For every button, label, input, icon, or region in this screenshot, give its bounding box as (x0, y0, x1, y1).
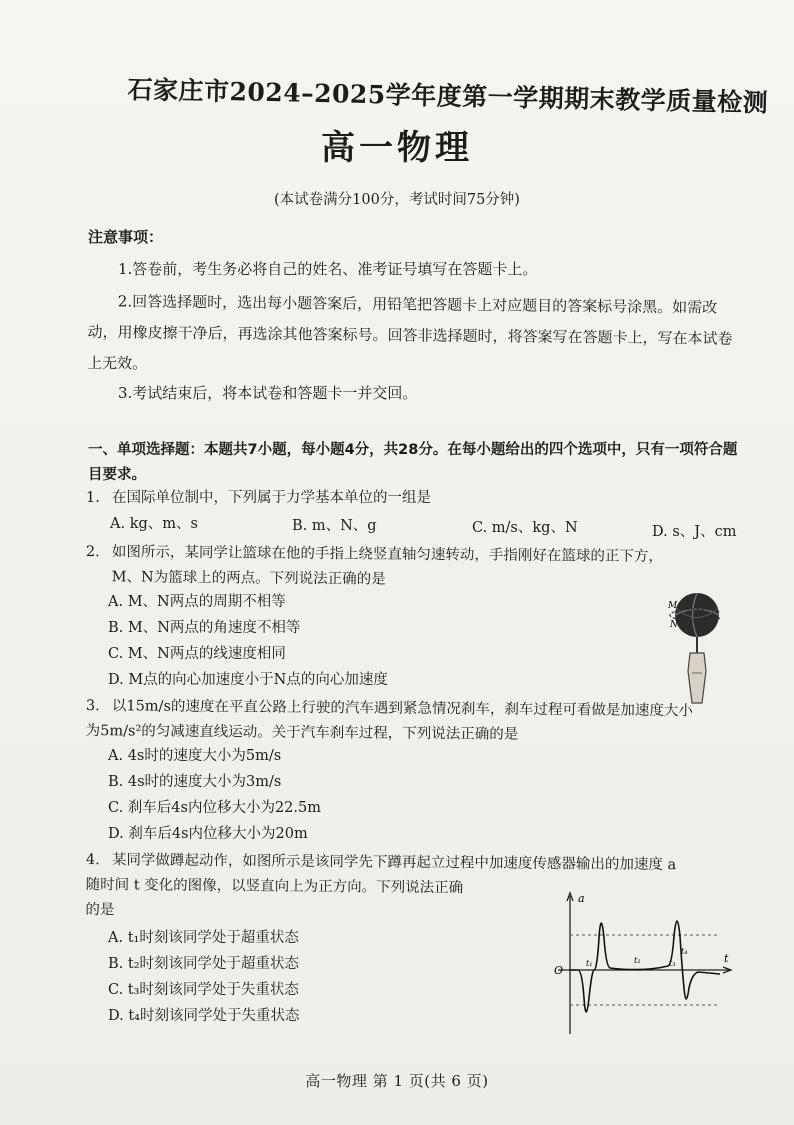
section-heading: 一、单项选择题：本题共7小题，每小题4分，共28分。在每小题给出的四个选项中，只有一项符合题目要求。 (88, 442, 738, 483)
q3-option-c: C. 刹车后4s内位移大小为22.5m (108, 800, 321, 816)
q2-option-c: C. M、N两点的线速度相同 (108, 646, 286, 662)
x-label: t (724, 952, 729, 965)
q1-option-b: B. m、N、g (292, 518, 377, 534)
question-2 (86, 540, 736, 596)
question-stem: 某同学做蹲起动作，如图所示是该同学先下蹲再起立过程中加速度传感器输出的加速度 a (111, 852, 677, 874)
t3-label: t₃ (669, 959, 676, 968)
acceleration-graph (548, 888, 738, 1038)
q4-option-d: D. t₄时刻该同学处于失重状态 (108, 1008, 300, 1024)
q3-option-b: B. 4s时的速度大小为3m/s (108, 774, 282, 790)
exam-title: 石家庄市2024–2025学年度第一学期期末教学质量检测 (127, 74, 769, 118)
question-number: 3. (85, 697, 100, 715)
question-stem: 在国际单位制中，下列属于力学基本单位的一组是 (112, 490, 431, 506)
question-stem-cont: 为5m/s²的匀减速直线运动。关于汽车刹车过程，下列说法正确的是 (85, 722, 519, 743)
t2-label: t₂ (634, 956, 641, 965)
q2-option-d: D. M点的向心加速度小于N点的向心加速度 (108, 672, 388, 688)
question-number: 1. (86, 490, 100, 506)
basketball-figure (664, 575, 720, 705)
q3-option-a: A. 4s时的速度大小为5m/s (108, 748, 282, 764)
q1-option-a: A. kg、m、s (110, 516, 198, 532)
question-1 (86, 486, 431, 511)
q4-option-a: A. t₁时刻该同学处于超重状态 (108, 930, 299, 946)
page-footer: 高一物理 第 1 页(共 6 页) (305, 1072, 489, 1090)
y-label: a (578, 892, 585, 905)
q2-option-b: B. M、N两点的角速度不相等 (108, 620, 301, 636)
notice-item-2: 2.回答选择题时，选出每小题答案后，用铅笔把答题卡上对应题目的答案标号涂黑。如需改动，用橡皮擦干净后，再选涂其他答案标号。回答非选择题时，将答案写在答题卡上，写在本试卷上无效。 (87, 292, 733, 373)
basketball-shape (675, 593, 719, 637)
q2-option-a: A. M、N两点的周期不相等 (108, 594, 286, 610)
subject-title: 高一物理 (321, 128, 473, 168)
q1-option-c: C. m/s、kg、N (472, 520, 578, 536)
question-stem: 以15m/s的速度在平直公路上行驶的汽车遇到紧急情况刹车，刹车过程可看做是加速度大小 (111, 698, 693, 720)
question-number: 4. (85, 851, 100, 869)
question-stem-cont: M、N为篮球上的两点。下列说法正确的是 (111, 569, 386, 588)
q4-option-c: C. t₃时刻该同学处于失重状态 (108, 982, 299, 998)
question-3 (86, 694, 746, 750)
q3-option-d: D. 刹车后4s内位移大小为20m (108, 826, 308, 842)
exam-note: (本试卷满分100分，考试时间75分钟) (274, 192, 520, 208)
origin-label: O (554, 964, 564, 977)
notice-item-1: 1.答卷前，考生务必将自己的姓名、准考证号填写在答题卡上。 (118, 260, 538, 278)
question-stem-cont: 的是 (85, 901, 115, 919)
label-n: N (670, 620, 678, 630)
hand-shape (688, 653, 706, 703)
t1-label: t₁ (586, 959, 593, 968)
t4-label: t₄ (681, 947, 688, 956)
q1-option-d: D. s、J、cm (652, 524, 737, 540)
q4-option-b: B. t₂时刻该同学处于超重状态 (108, 956, 300, 972)
notice-item-3: 3.考试结束后，将本试卷和答题卡一并交回。 (118, 384, 418, 402)
label-m: M (668, 601, 678, 611)
question-stem-cont: 随时间 t 变化的图像，以竖直向上为正方向。下列说法正确 (85, 876, 464, 897)
question-stem: 如图所示，某同学让篮球在他的手指上绕竖直轴匀速转动，手指刚好在篮球的正下方， (111, 544, 663, 566)
question-number: 2. (85, 543, 100, 561)
notice-heading: 注意事项： (88, 228, 164, 246)
